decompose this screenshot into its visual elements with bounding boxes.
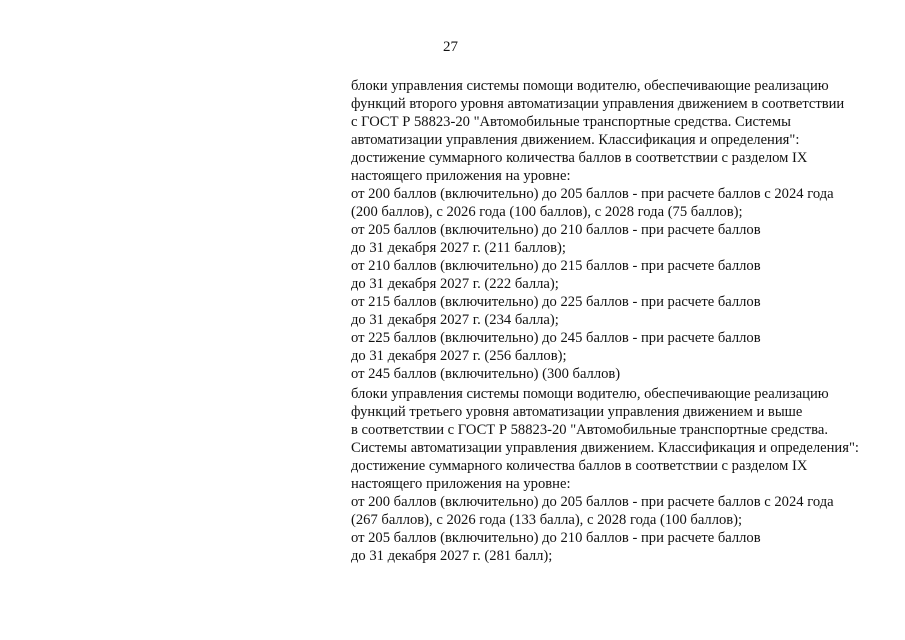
text-line: до 31 декабря 2027 г. (234 балла); [351,312,559,328]
text-line: до 31 декабря 2027 г. (281 балл); [351,548,553,564]
text-line: до 31 декабря 2027 г. (211 баллов); [351,240,566,256]
text-line: настоящего приложения на уровне: [351,476,571,492]
text-line: автоматизации управления движением. Классификация и определения": [351,132,800,148]
text-line: от 205 баллов (включительно) до 210 баллов - при расчете баллов [351,222,761,238]
text-line: в соответствии с ГОСТ Р 58823-20 "Автомобильные транспортные средства. [351,422,828,438]
text-line: от 200 баллов (включительно) до 205 баллов - при расчете баллов с 2024 года [351,494,834,510]
text-line: от 245 баллов (включительно) (300 баллов) [351,366,621,382]
text-line: от 205 баллов (включительно) до 210 баллов - при расчете баллов [351,530,761,546]
text-line: блоки управления системы помощи водителю, обеспечивающие реализацию [351,78,829,94]
paragraph-level-3-requirements [351,385,871,565]
text-line: от 210 баллов (включительно) до 215 баллов - при расчете баллов [351,258,761,274]
text-line: функций второго уровня автоматизации управления движением в соответствии [351,96,845,112]
text-line: настоящего приложения на уровне: [351,168,571,184]
text-line: Системы автоматизации управления движением. Классификация и определения": [351,440,859,456]
text-line: (200 баллов), с 2026 года (100 баллов), с 2028 года (75 баллов); [351,204,743,220]
text-line: до 31 декабря 2027 г. (222 балла); [351,276,559,292]
text-line: от 200 баллов (включительно) до 205 баллов - при расчете баллов с 2024 года [351,186,834,202]
text-line: блоки управления системы помощи водителю, обеспечивающие реализацию [351,386,829,402]
page-number: 27 [443,39,458,55]
text-line: до 31 декабря 2027 г. (256 баллов); [351,348,567,364]
text-line: достижение суммарного количества баллов в соответствии с разделом IX [351,458,808,474]
paragraph-level-2-requirements [351,77,871,383]
text-line: достижение суммарного количества баллов в соответствии с разделом IX [351,150,808,166]
text-line: функций третьего уровня автоматизации управления движением и выше [351,404,803,420]
text-line: от 215 баллов (включительно) до 225 баллов - при расчете баллов [351,294,761,310]
text-line: (267 баллов), с 2026 года (133 балла), с 2028 года (100 баллов); [351,512,743,528]
text-line: с ГОСТ Р 58823-20 "Автомобильные транспортные средства. Системы [351,114,791,130]
text-line: от 225 баллов (включительно) до 245 баллов - при расчете баллов [351,330,761,346]
